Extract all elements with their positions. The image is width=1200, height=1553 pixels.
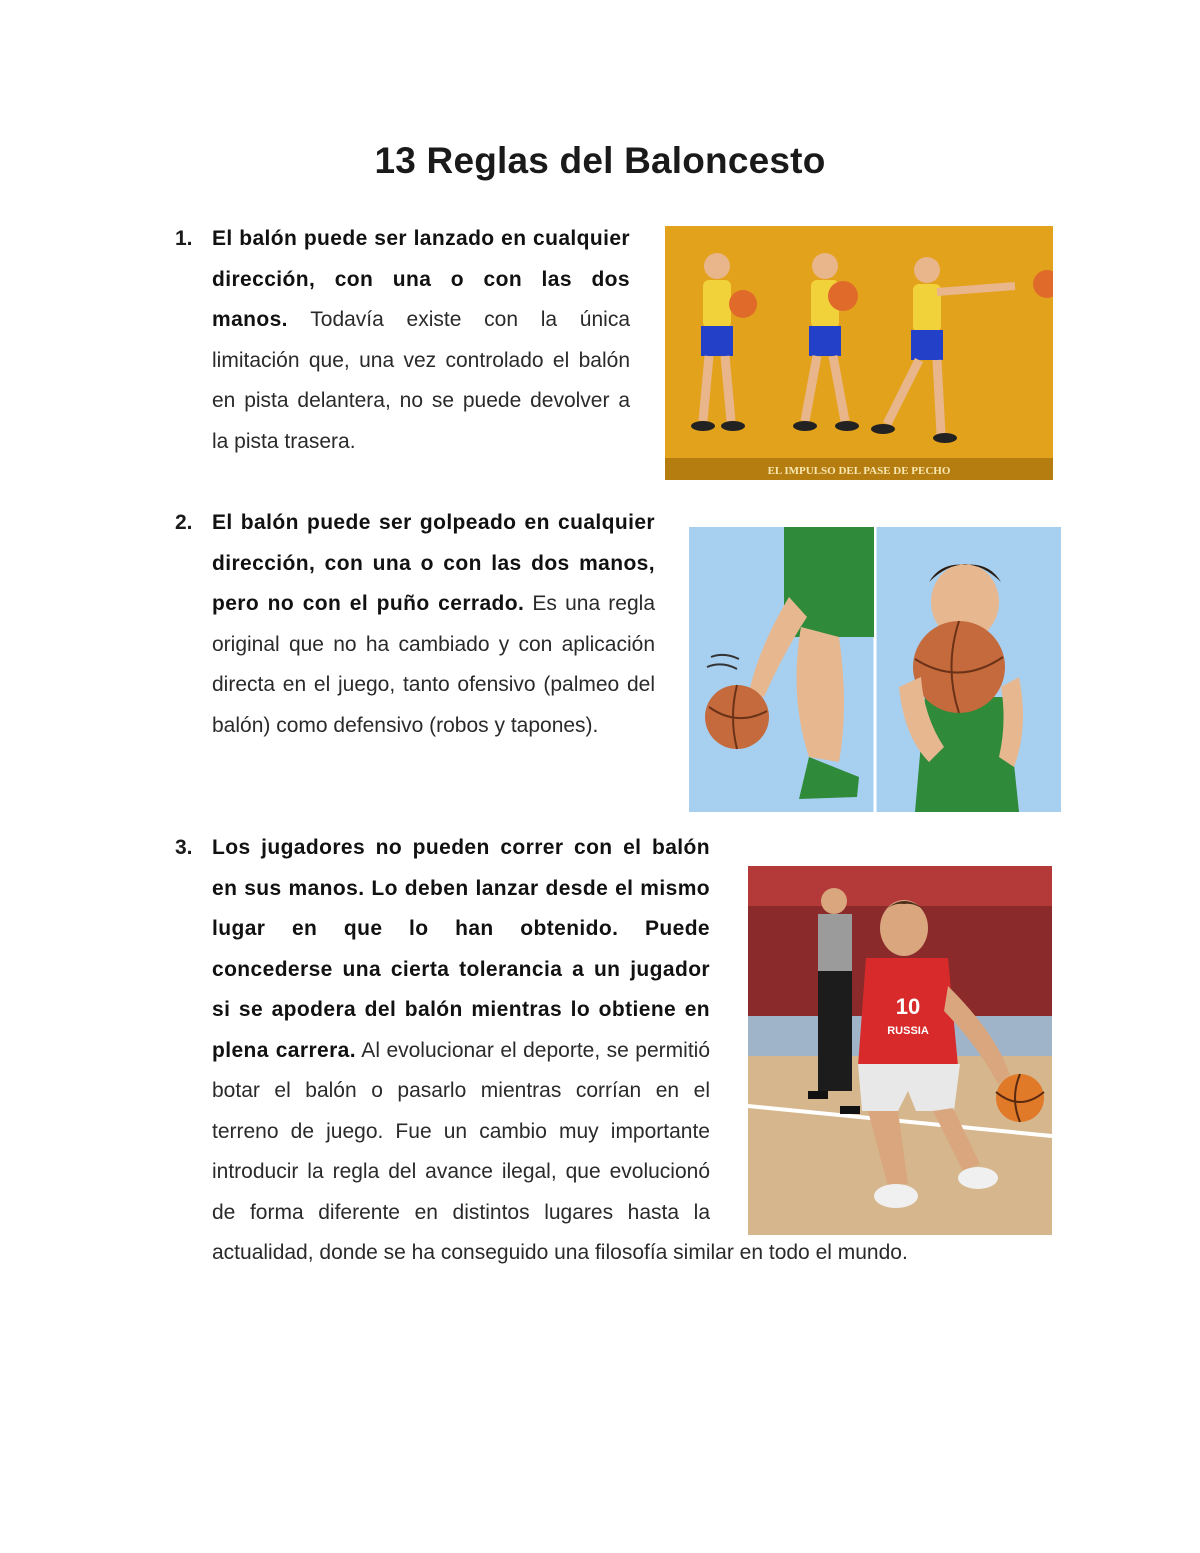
figure-caption: EL IMPULSO DEL PASE DE PECHO (767, 465, 951, 477)
rule-1-text: Todavía existe con la única limitación que, una vez controlado el balón en pista delantera, no se puede devolver a la pista trasera. (212, 308, 630, 453)
rule-3-number: 3. (175, 836, 193, 859)
jersey-text: RUSSIA (887, 1025, 929, 1037)
rule-1-bold-text: El balón puede ser lanzado en cualquier dirección, con una o con las dos manos. (212, 227, 630, 331)
rule-2-text: Es una regla original que no ha cambiado y con aplicación directa en el juego, tanto ofensivo (palmeo del balón) como defensivo (robos y tapones). (212, 592, 655, 737)
page-title: 13 Reglas del Baloncesto (374, 140, 826, 181)
chest-pass-illustration (665, 226, 1053, 480)
rule-1-paragraph (212, 219, 630, 462)
rule-2-number: 2. (175, 511, 193, 534)
ball-tap-illustration (689, 527, 1061, 812)
basketball-game-photo (748, 866, 1052, 1235)
rule-3-bold-text: Los jugadores no pueden correr con el balón en sus manos. Lo deben lanzar desde el mismo lugar en que lo han obtenido. Puede concederse una cierta tolerancia a un jugador si se apodera del balón mientras lo obtiene en plena carrera. (212, 836, 710, 1062)
rule-3-text: Al evolucionar el deporte, se permitió botar el balón o pasarlo mientras corrían en el terreno de juego. Fue un cambio muy importante introducir la regla del avance ilegal, que evolucionó de forma diferente en distintos lugares hasta la actualidad, donde se ha conseguido una filosofía similar en todo el mundo. (212, 1038, 908, 1264)
jersey-number: 10 (895, 994, 921, 1019)
rule-2-paragraph (212, 503, 655, 746)
rule-1-number: 1. (175, 227, 193, 250)
rule-2-bold-text: El balón puede ser golpeado en cualquier dirección, con una o con las dos manos, pero no con el puño cerrado. (212, 511, 655, 615)
